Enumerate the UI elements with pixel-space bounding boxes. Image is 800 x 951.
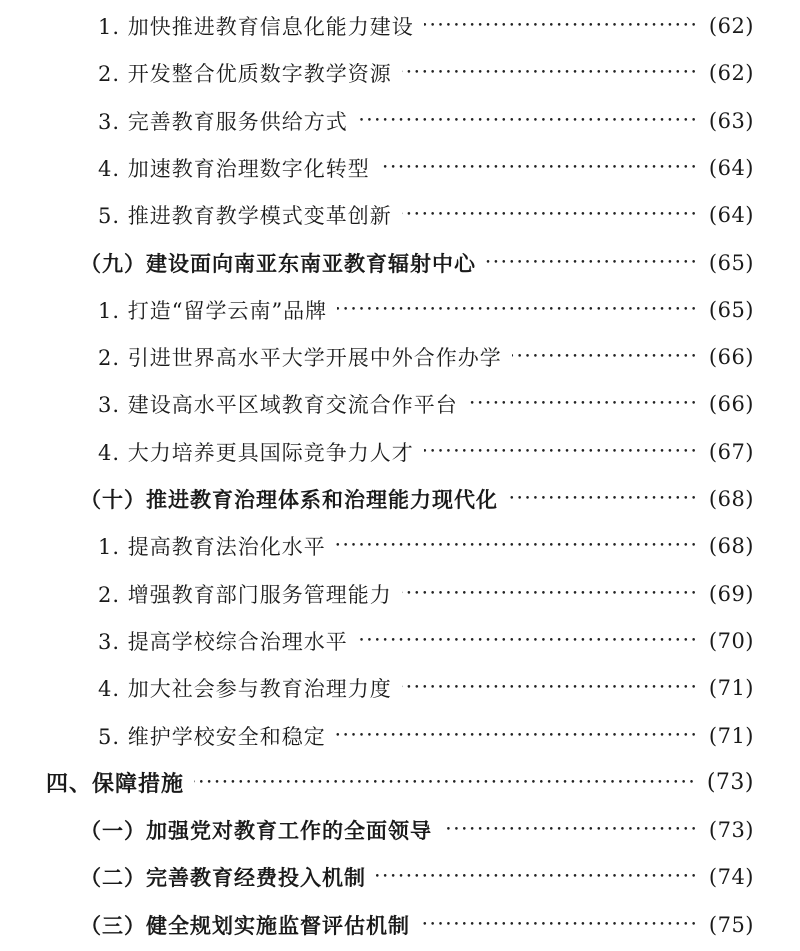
toc-entry[interactable] bbox=[98, 673, 754, 703]
toc-entry-title: 4. 加大社会参与教育治理力度 bbox=[98, 677, 392, 702]
dot-leader bbox=[194, 768, 697, 798]
toc-entry-title: 1. 打造“留学云南”品牌 bbox=[98, 298, 328, 323]
dot-leader bbox=[337, 295, 699, 325]
toc-entry-title: 2. 开发整合优质数字教学资源 bbox=[98, 62, 392, 87]
toc-entry-page-number: (71) bbox=[708, 676, 754, 701]
toc-entry[interactable] bbox=[80, 815, 754, 845]
toc-entry[interactable] bbox=[98, 437, 754, 467]
dot-leader bbox=[424, 437, 699, 467]
toc-entry-page-number: (75) bbox=[708, 912, 754, 937]
toc-entry-page-number: (65) bbox=[708, 297, 754, 322]
toc-entry-page-number: (64) bbox=[708, 155, 754, 180]
toc-entry-title: （一）加强党对教育工作的全面领导 bbox=[80, 818, 432, 844]
toc-entry[interactable] bbox=[98, 342, 754, 372]
toc-entry-page-number: (67) bbox=[708, 439, 754, 464]
dot-leader bbox=[380, 153, 699, 183]
toc-entry[interactable] bbox=[98, 626, 754, 656]
dot-leader bbox=[358, 106, 699, 136]
toc-entry-title: （三）健全规划实施监督评估机制 bbox=[80, 912, 410, 938]
dot-leader bbox=[442, 815, 699, 845]
dot-leader bbox=[424, 11, 699, 41]
dot-leader bbox=[420, 910, 699, 940]
toc-entry-title: （十）推进教育治理体系和治理能力现代化 bbox=[80, 487, 498, 512]
toc-entry-page-number: (66) bbox=[708, 392, 754, 417]
dot-leader bbox=[512, 342, 699, 372]
dot-leader bbox=[402, 200, 699, 230]
toc-entry-title: 2. 引进世界高水平大学开展中外合作办学 bbox=[98, 346, 502, 371]
toc-entry[interactable] bbox=[80, 862, 754, 892]
toc-entry-page-number: (73) bbox=[708, 818, 754, 843]
toc-entry-page-number: (68) bbox=[708, 534, 754, 559]
toc-entry-title: 5. 推进教育教学模式变革创新 bbox=[98, 204, 392, 229]
dot-leader bbox=[402, 58, 699, 88]
toc-entry-title: （二）完善教育经费投入机制 bbox=[80, 865, 366, 891]
dot-leader bbox=[508, 484, 699, 514]
toc-entry[interactable] bbox=[80, 484, 754, 514]
dot-leader bbox=[402, 579, 699, 609]
toc-entry-page-number: (69) bbox=[708, 581, 754, 606]
toc-entry[interactable] bbox=[98, 721, 754, 751]
toc-entry[interactable] bbox=[98, 58, 754, 88]
toc-entry-title: 4. 大力培养更具国际竞争力人才 bbox=[98, 440, 414, 465]
toc-entry-page-number: (63) bbox=[708, 108, 754, 133]
toc-entry-page-number: (62) bbox=[708, 61, 754, 86]
toc-entry-title: 5. 维护学校安全和稳定 bbox=[98, 724, 326, 749]
toc-entry-title: 2. 增强教育部门服务管理能力 bbox=[98, 582, 392, 607]
toc-entry-page-number: (71) bbox=[708, 723, 754, 748]
toc-entry-page-number: (66) bbox=[708, 345, 754, 370]
toc-entry[interactable] bbox=[98, 153, 754, 183]
toc-entry[interactable] bbox=[98, 295, 754, 325]
toc-entry-page-number: (74) bbox=[708, 865, 754, 890]
toc-entry-title: 1. 提高教育法治化水平 bbox=[98, 535, 326, 560]
toc-entry-title: 3. 提高学校综合治理水平 bbox=[98, 629, 348, 654]
toc-entry[interactable] bbox=[80, 910, 754, 940]
toc-entry[interactable] bbox=[46, 768, 754, 798]
toc-entry[interactable] bbox=[98, 106, 754, 136]
toc-entry-page-number: (62) bbox=[708, 14, 754, 38]
toc-entry[interactable] bbox=[98, 579, 754, 609]
toc-entry-page-number: (68) bbox=[708, 487, 754, 511]
toc-entry-title: 3. 完善教育服务供给方式 bbox=[98, 109, 348, 134]
toc-entry[interactable] bbox=[98, 200, 754, 230]
toc-entry-title: 四、保障措施 bbox=[46, 771, 185, 798]
dot-leader bbox=[376, 862, 699, 892]
toc-entry-page-number: (64) bbox=[708, 203, 754, 228]
toc-entry[interactable] bbox=[80, 248, 754, 278]
toc-entry-title: 3. 建设高水平区域教育交流合作平台 bbox=[98, 393, 458, 418]
dot-leader bbox=[402, 673, 699, 703]
dot-leader bbox=[358, 626, 699, 656]
toc-entry-title: （九）建设面向南亚东南亚教育辐射中心 bbox=[80, 250, 476, 276]
dot-leader bbox=[486, 248, 699, 278]
toc-entry-page-number: (65) bbox=[708, 250, 754, 275]
toc-entry-page-number: (70) bbox=[708, 628, 754, 653]
dot-leader bbox=[336, 531, 699, 561]
toc-entry[interactable] bbox=[98, 531, 754, 561]
toc-entry-title: 4. 加速教育治理数字化转型 bbox=[98, 156, 370, 181]
toc-entry[interactable] bbox=[98, 11, 754, 41]
toc-entry-title: 1. 加快推进教育信息化能力建设 bbox=[98, 15, 414, 39]
dot-leader bbox=[336, 721, 699, 751]
toc-entry-page-number: (73) bbox=[706, 770, 754, 796]
toc-entry[interactable] bbox=[98, 389, 754, 419]
dot-leader bbox=[468, 389, 699, 419]
